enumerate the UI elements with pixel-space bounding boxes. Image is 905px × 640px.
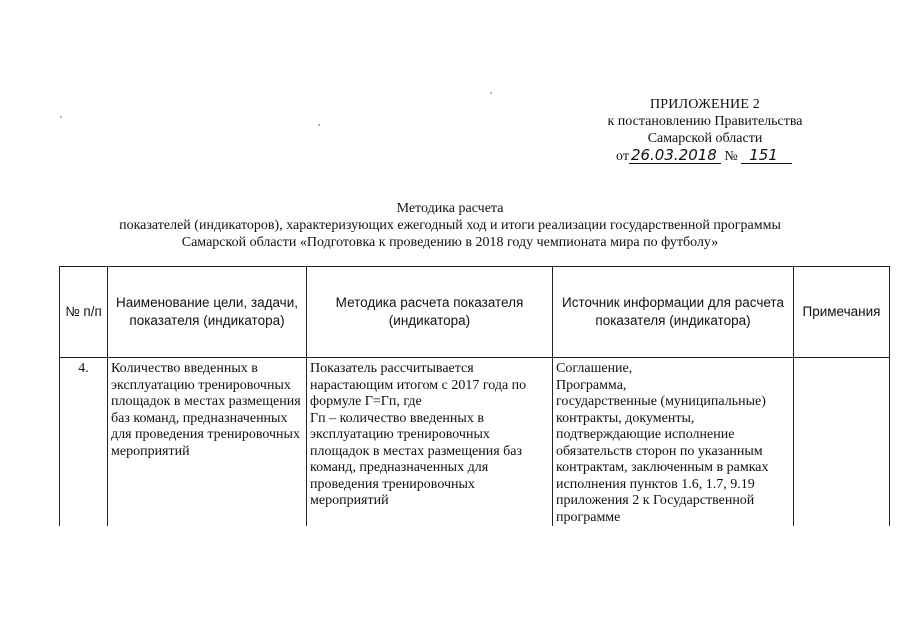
header-source: Источник информации для расчета показателя (индикатора) — [553, 267, 794, 358]
header-name: Наименование цели, задачи, показателя (индикатора) — [108, 267, 307, 358]
table-row — [60, 358, 890, 527]
table-header-row — [60, 267, 890, 358]
number-prefix: № — [724, 149, 738, 164]
appendix-date-line — [560, 148, 850, 165]
header-notes: Примечания — [794, 267, 890, 358]
date-prefix: от — [616, 149, 629, 164]
row-method-formula: Показатель рассчитывается нарастающим итогом с 2017 года по формуле Г=Гп, где — [310, 361, 527, 409]
handwritten-number: 151 — [741, 148, 792, 164]
scan-speck — [490, 92, 492, 94]
row-note — [794, 358, 890, 527]
appendix-title: ПРИЛОЖЕНИЕ 2 — [649, 97, 761, 112]
heading-line-1: Методика расчета — [396, 201, 504, 216]
heading-line-3: Самарской области «Подготовка к проведению в 2018 году чемпионата мира по футболу» — [181, 235, 719, 250]
scan-speck — [318, 124, 320, 126]
row-source-line-2: Программа, — [556, 377, 627, 393]
header-num: № п/п — [60, 267, 108, 358]
row-name: Количество введенных в эксплуатацию тренировочных площадок в местах размещения баз команд, предназначенных для проведения тренировочных мероприятий — [108, 358, 307, 527]
document-heading — [30, 200, 870, 251]
appendix-block — [560, 96, 850, 165]
row-method — [307, 358, 553, 527]
row-source-line-3: государственные (муниципальные) контракты, документы, подтверждающие исполнение обязательств сторон по указанным контрактам, заключенным в рамках исполнения пунктов 1.6, 1.7, 9.19 приложения 2 к Государственной программе — [556, 394, 769, 525]
methodology-table — [59, 266, 890, 526]
header-method: Методика расчета показателя (индикатора) — [307, 267, 553, 358]
row-number: 4. — [60, 358, 108, 527]
appendix-line-1: к постановлению Правительства — [607, 114, 803, 129]
row-source — [553, 358, 794, 527]
handwritten-date: 26.03.2018 — [629, 148, 721, 164]
row-method-definition: Гп – количество введенных в эксплуатацию тренировочных площадок в местах размещения баз команд, предназначенных для проведения тренировочных мероприятий — [310, 410, 523, 508]
scan-speck — [60, 116, 62, 118]
row-source-line-1: Соглашение, — [556, 361, 633, 376]
heading-line-2: показателей (индикаторов), характеризующих ежегодный ход и итоги реализации государственной программы — [119, 218, 781, 233]
appendix-line-2: Самарской области — [647, 131, 763, 146]
